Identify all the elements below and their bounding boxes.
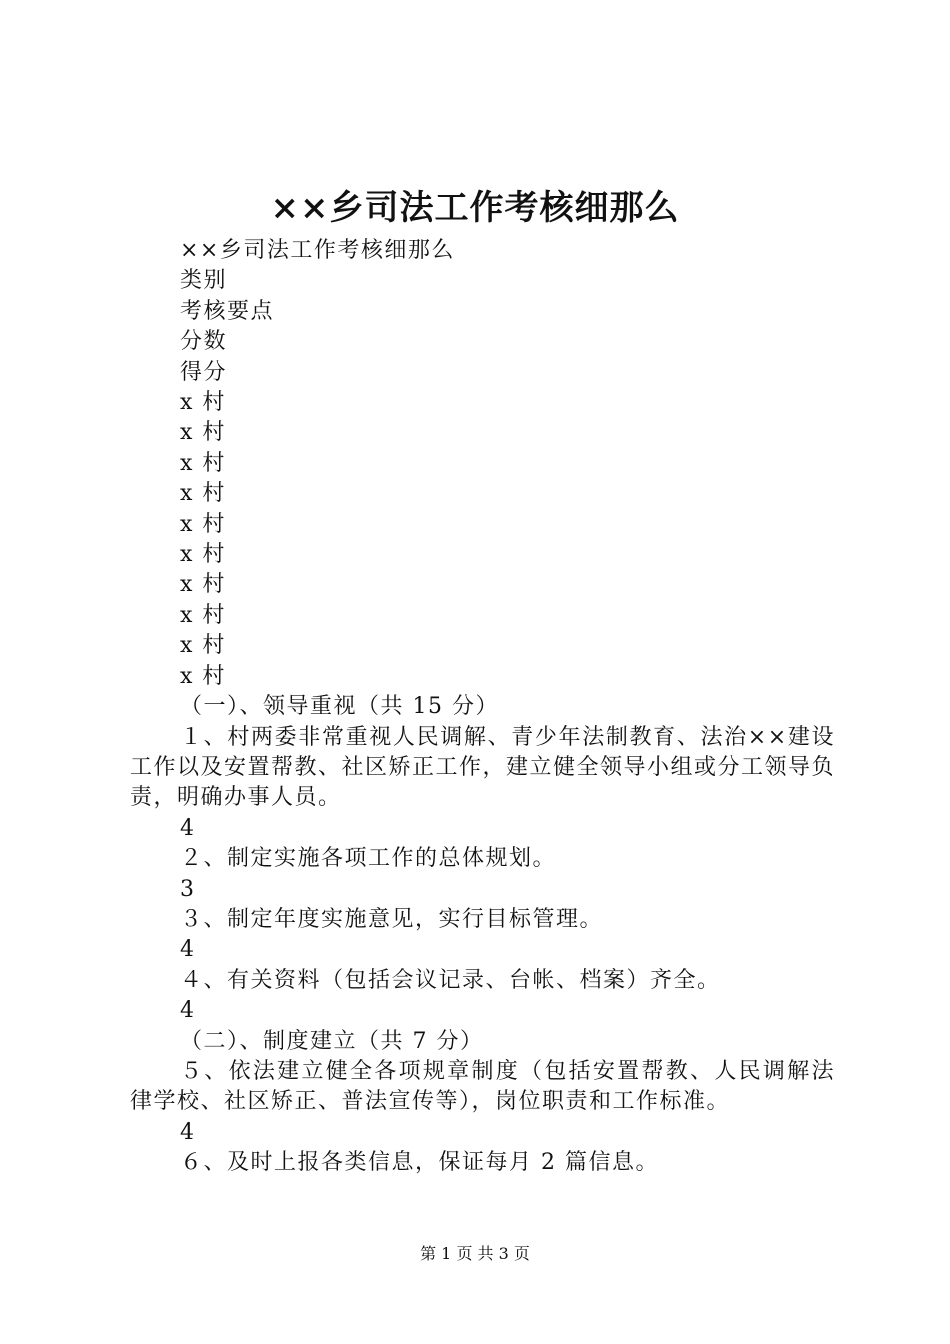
- header-assessment-points: 考核要点: [180, 298, 275, 324]
- subtitle-line: ××乡司法工作考核细那么: [180, 238, 455, 263]
- village-column-4: x 村: [180, 481, 226, 507]
- village-column-10: x 村: [180, 663, 226, 689]
- village-column-7: x 村: [180, 572, 226, 598]
- section-heading-leadership: （一）、领导重视（共 15 分）: [180, 694, 499, 720]
- item-1-score: 4: [180, 815, 196, 841]
- item-2-text: ２、制定实施各项工作的总体规划。: [180, 846, 557, 872]
- village-column-6: x 村: [180, 542, 226, 568]
- item-3-score: 4: [180, 937, 196, 963]
- village-column-5: x 村: [180, 511, 226, 537]
- page-footer: 第 1 页 共 3 页: [420, 1244, 530, 1263]
- item-5-text: ５、依法建立健全各项规章制度（包括安置帮教、人民调解法律学校、社区矫正、普法宣传等），岗位职责和工作标准。: [130, 1058, 835, 1115]
- header-category: 类别: [180, 268, 228, 294]
- item-6-text: ６、及时上报各类信息，保证每月 2 篇信息。: [180, 1150, 659, 1176]
- item-4-text: ４、有关资料（包括会议记录、台帐、档案）齐全。: [180, 967, 721, 993]
- village-column-3: x 村: [180, 450, 226, 476]
- header-score: 分数: [180, 329, 228, 355]
- village-column-8: x 村: [180, 602, 226, 628]
- village-column-9: x 村: [180, 633, 226, 659]
- item-4-score: 4: [180, 998, 196, 1024]
- village-column-1: x 村: [180, 390, 226, 416]
- document-body: [130, 236, 835, 1179]
- item-3-text: ３、制定年度实施意见，实行目标管理。: [180, 906, 604, 932]
- header-obtained-score: 得分: [180, 359, 228, 385]
- item-2-score: 3: [180, 876, 196, 902]
- item-1-text: １、村两委非常重视人民调解、青少年法制教育、法治××建设工作以及安置帮教、社区矫正工作，建立健全领导小组或分工领导负责，明确办事人员。: [130, 724, 836, 811]
- section-heading-system: （二）、制度建立（共 7 分）: [180, 1028, 484, 1054]
- document-title: ××乡司法工作考核细那么: [270, 188, 680, 228]
- item-5-score: 4: [180, 1119, 196, 1145]
- village-column-2: x 村: [180, 420, 226, 446]
